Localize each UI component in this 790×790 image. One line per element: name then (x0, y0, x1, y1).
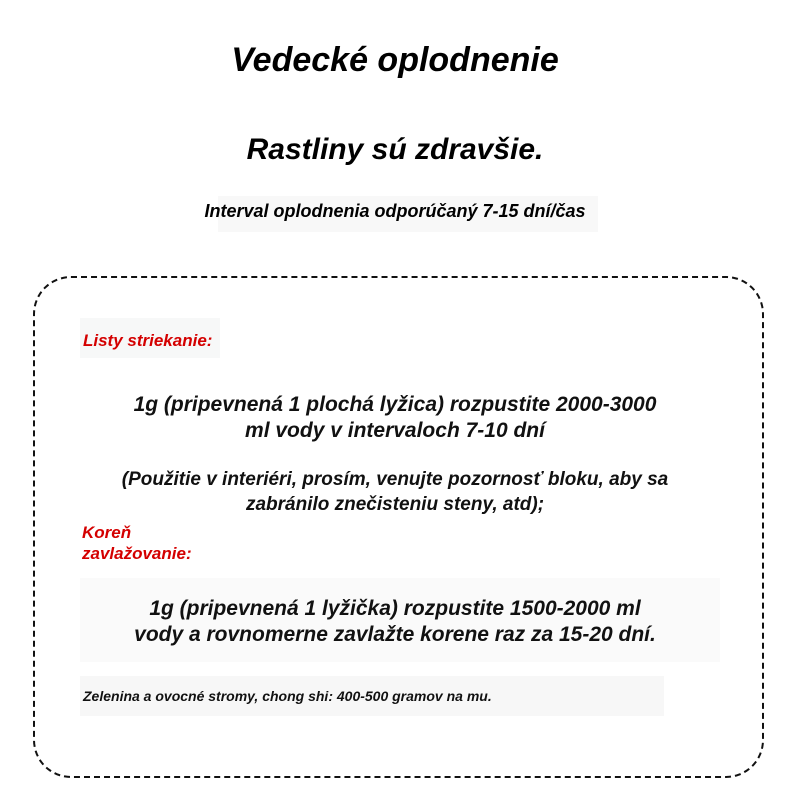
root-irrigation-instruction-line-1: 1g (pripevnená 1 lyžička) rozpustite 1500-2000 ml (149, 597, 641, 620)
root-irrigation-instruction-line-2: vody a rovnomerne zavlažte korene raz za 15-20 dní. (134, 623, 656, 646)
leaf-spraying-instruction-line-2: ml vody v intervaloch 7-10 dní (245, 419, 545, 442)
section-label-root-irrigation-line-1: Koreň (82, 523, 132, 542)
page-subtitle: Rastliny sú zdravšie. (246, 132, 544, 166)
footer-note: Zelenina a ovocné stromy, chong shi: 400-500 gramov na mu. (83, 688, 492, 704)
section-label-root-irrigation-line-2: zavlažovanie: (82, 544, 192, 563)
leaf-spraying-instruction-line-1: 1g (pripevnená 1 plochá lyžica) rozpustite 2000-3000 (133, 393, 657, 416)
leaf-spraying-caution-line-1: (Použitie v interiéri, prosím, venujte pozornosť bloku, aby sa (121, 469, 669, 490)
leaf-spraying-caution-line-2: zabránilo znečisteniu steny, atd); (245, 494, 545, 515)
page-title: Vedecké oplodnenie (231, 40, 559, 79)
section-label-leaf-spraying: Listy striekanie: (83, 331, 213, 350)
interval-note: Interval oplodnenia odporúčaný 7-15 dní/čas (204, 201, 586, 221)
